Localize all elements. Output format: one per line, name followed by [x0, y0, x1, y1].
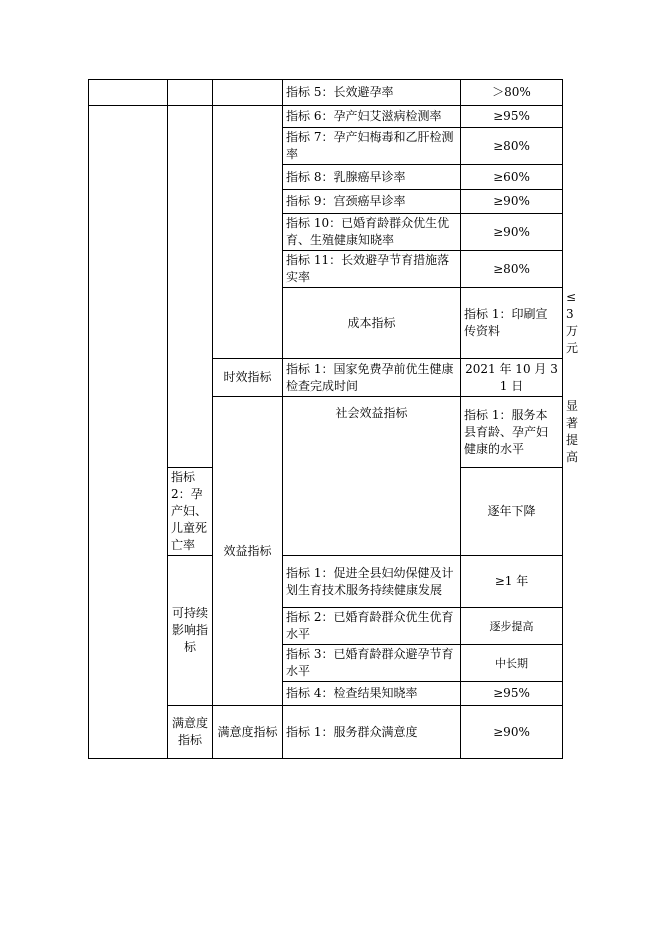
- indicator-cell: 指标 2：已婚育龄群众优生优育水平: [283, 608, 461, 645]
- indicator-cell: 指标 5：长效避孕率: [283, 80, 461, 106]
- empty-cell: [213, 80, 283, 106]
- indicator-cell: 指标 2：孕产妇、儿童死亡率: [168, 468, 213, 556]
- table-row: 效益指标 社会效益指标 指标 1：服务本县育龄、孕产妇健康的水平 显著提高: [89, 397, 563, 468]
- indicator-cell: 指标 3：已婚育龄群众避孕节育水平: [283, 645, 461, 682]
- table-row: 成本指标 指标 1：印刷宣传资料 ≤3 万元: [89, 288, 563, 359]
- indicator-cell: 指标 9：宫颈癌早诊率: [283, 190, 461, 214]
- value-cell: ≥80%: [461, 128, 563, 165]
- value-cell: ＞80%: [461, 80, 563, 106]
- indicator-cell: 指标 7：孕产妇梅毒和乙肝检测率: [283, 128, 461, 165]
- value-cell: 逐年下降: [461, 468, 563, 556]
- value-cell: ≥60%: [461, 165, 563, 190]
- indicator-cell: 指标 1：促进全县妇幼保健及计划生育技术服务持续健康发展: [283, 556, 461, 608]
- group-category-cell: 满意度指标: [168, 706, 213, 759]
- empty-cell: [213, 106, 283, 359]
- indicator-cell: 指标 11：长效避孕节育措施落实率: [283, 251, 461, 288]
- indicator-cell: 指标 4：检查结果知晓率: [283, 682, 461, 706]
- indicator-cell: 指标 1：国家免费孕前优生健康检查完成时间: [283, 359, 461, 397]
- value-cell: ≥1 年: [461, 556, 563, 608]
- empty-cell: [89, 106, 168, 759]
- value-cell: 2021 年 10 月 31 日: [461, 359, 563, 397]
- indicator-cell: 指标 10：已婚育龄群众优生优育、生殖健康知晓率: [283, 214, 461, 251]
- value-cell: 中长期: [461, 645, 563, 682]
- value-cell: ≥80%: [461, 251, 563, 288]
- empty-cell: [168, 106, 213, 468]
- value-cell: 逐步提高: [461, 608, 563, 645]
- empty-cell: [89, 80, 168, 106]
- value-cell: ≥95%: [461, 682, 563, 706]
- indicator-cell: 指标 1：服务本县育龄、孕产妇健康的水平: [461, 397, 563, 468]
- sub-category-cell: 满意度指标: [213, 706, 283, 759]
- empty-cell: [168, 80, 213, 106]
- value-cell: ≥90%: [461, 190, 563, 214]
- group-category-cell: 效益指标: [213, 397, 283, 706]
- sub-category-cell: 成本指标: [283, 288, 461, 359]
- sub-category-cell: 可持续影响指标: [168, 556, 213, 706]
- sub-category-cell: 社会效益指标: [283, 397, 461, 556]
- indicator-cell: 指标 1：服务群众满意度: [283, 706, 461, 759]
- table-row: [89, 106, 563, 128]
- value-cell: ≥95%: [461, 106, 563, 128]
- indicator-cell: 指标 6：孕产妇艾滋病检测率: [283, 106, 461, 128]
- value-cell: ≥90%: [461, 214, 563, 251]
- indicator-cell: 指标 1：印刷宣传资料: [461, 288, 563, 359]
- value-cell: ≥90%: [461, 706, 563, 759]
- table-row: [89, 80, 563, 106]
- indicator-cell: 指标 8：乳腺癌早诊率: [283, 165, 461, 190]
- performance-indicator-table: [88, 79, 579, 759]
- sub-category-cell: 时效指标: [213, 359, 283, 397]
